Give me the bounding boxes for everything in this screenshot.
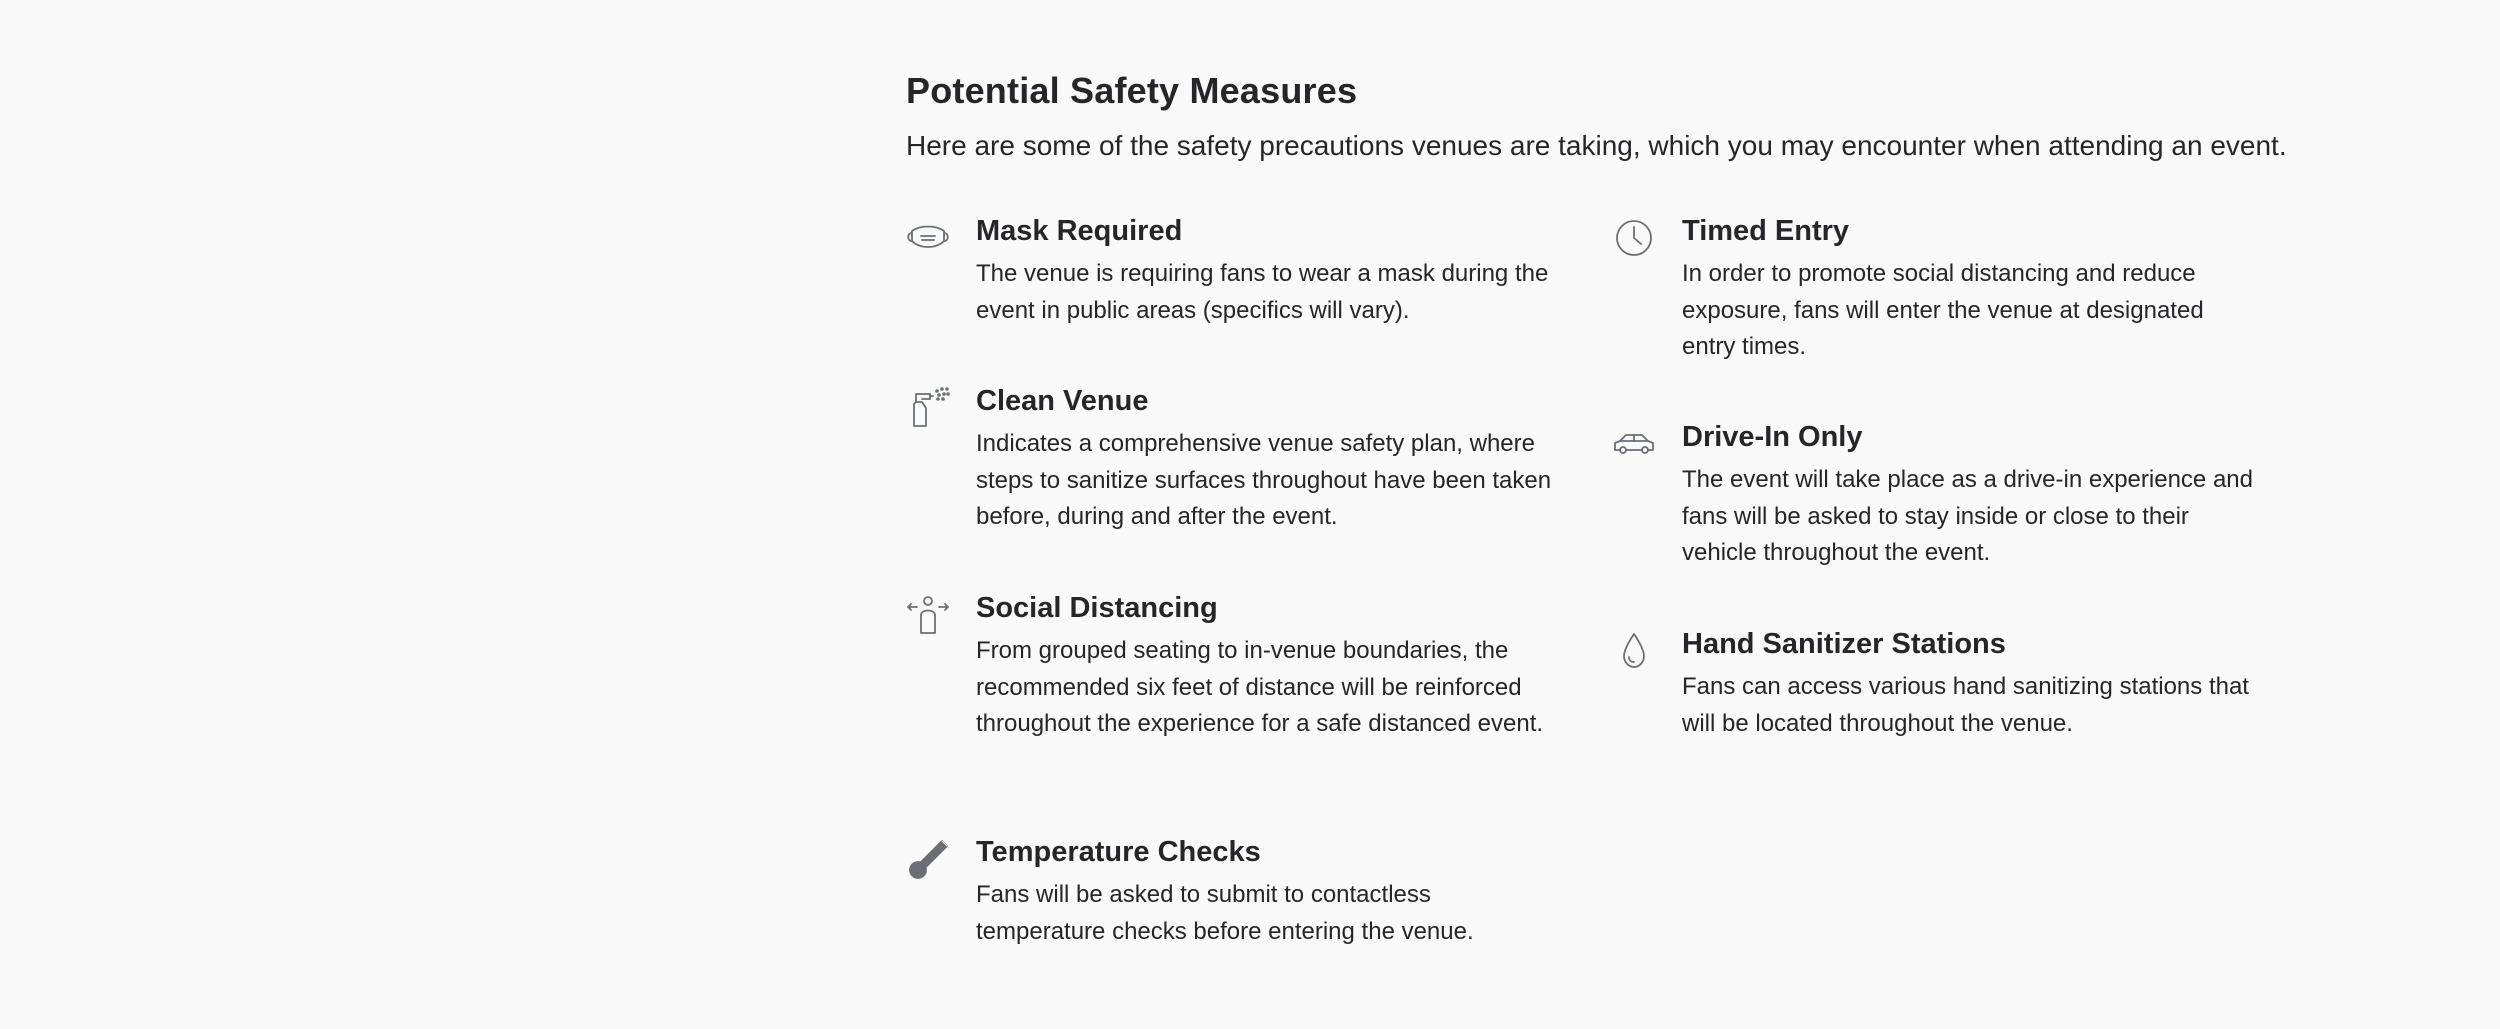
spray-bottle-icon (906, 386, 950, 430)
clock-icon (1612, 216, 1656, 260)
measure-timed-entry (1612, 212, 2262, 366)
measure-social-distancing (906, 589, 1556, 743)
measure-title: Mask Required (976, 215, 1183, 247)
measure-hand-sanitizer-stations (1612, 625, 2262, 742)
measure-drive-in-only (1612, 418, 2262, 572)
section-title: Potential Safety Measures (906, 70, 1358, 111)
measure-description: Fans can access various hand sanitizing stations that will be located throughout the venue. (1682, 673, 2249, 737)
measure-description: Indicates a comprehensive venue safety plan, where steps to sanitize surfaces throughout have been taken before, during and after the event. (976, 430, 1552, 530)
measure-title: Timed Entry (1682, 215, 1850, 247)
measure-title: Clean Venue (976, 385, 1149, 417)
measure-description: From grouped seating to in-venue boundaries, the recommended six feet of distance will be reinforced throughout the experience for a safe distanced event. (976, 637, 1544, 737)
measure-title: Hand Sanitizer Stations (1682, 628, 2006, 660)
measure-description: The event will take place as a drive-in experience and fans will be asked to stay inside or close to their vehicle throughout the event. (1682, 466, 2253, 566)
social-distance-icon (906, 593, 950, 637)
mask-icon (906, 216, 950, 260)
measure-mask-required (906, 212, 1556, 329)
measure-temperature-checks (906, 833, 1556, 950)
measure-title: Temperature Checks (976, 836, 1261, 868)
thermometer-icon (906, 837, 950, 881)
measure-clean-venue (906, 382, 1556, 536)
car-icon (1612, 422, 1656, 466)
measure-description: The venue is requiring fans to wear a mask during the event in public areas (specifics will vary). (976, 260, 1549, 324)
measure-title: Social Distancing (976, 592, 1218, 624)
droplet-icon (1612, 629, 1656, 673)
measure-description: In order to promote social distancing and reduce exposure, fans will enter the venue at designated entry times. (1682, 260, 2204, 360)
section-subtitle: Here are some of the safety precautions venues are taking, which you may encounter when attending an event. (906, 130, 2287, 161)
measure-title: Drive-In Only (1682, 421, 1863, 453)
measure-description: Fans will be asked to submit to contactless temperature checks before entering the venue. (976, 881, 1474, 945)
safety-measures-section (906, 66, 2306, 945)
